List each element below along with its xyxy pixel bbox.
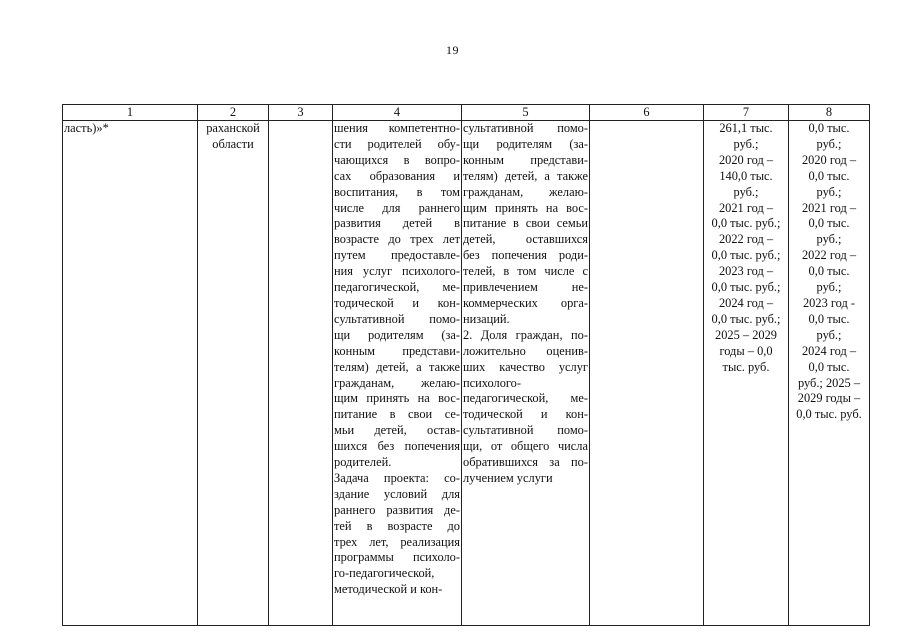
table-row — [63, 121, 870, 626]
cell-line: 140,0 тыс. — [719, 168, 773, 183]
cell-line: обратившихся за по- — [463, 455, 588, 470]
cell-line: 0,0 тыс. руб.; — [711, 280, 781, 295]
cell-line: сультативной помо- — [463, 121, 588, 135]
cell-line: 0,0 тыс. — [808, 168, 850, 183]
cell-line: 261,1 тыс. — [719, 121, 773, 135]
cell-line: 2021 год – — [801, 200, 857, 215]
cell-line: педагогической, ме- — [334, 280, 460, 295]
cell-line: 2020 год – — [718, 152, 774, 167]
cell-line: 0,0 тыс. руб. — [796, 407, 862, 422]
cell-line: 2025 – 2029 — [715, 327, 777, 342]
cell-line: ласть)»* — [64, 121, 109, 135]
cell-line: тодической и кон- — [334, 295, 460, 310]
cell-line: Задача проекта: со- — [334, 470, 460, 485]
cell-line: воспитания, в том — [334, 184, 460, 199]
cell-line: руб.; — [816, 232, 842, 247]
cell-line: гражданам, желаю- — [334, 375, 460, 390]
cell-line: чающихся в вопро- — [334, 152, 460, 167]
cell-line: числе для раннего — [334, 200, 460, 215]
cell-line: щим принять на вос- — [334, 391, 460, 406]
cell-line: 0,0 тыс. руб.; — [711, 216, 781, 231]
cell-line: 2024 год – — [718, 295, 774, 310]
column-header-3: 3 — [269, 105, 333, 121]
cell-line: шихся без попечения — [334, 439, 460, 454]
column-header-8: 8 — [789, 105, 870, 121]
cell-line: 0,0 тыс. руб.; — [711, 248, 781, 263]
cell-line: без попечения роди- — [463, 248, 588, 263]
cell-line: 2023 год - — [802, 295, 856, 310]
cell-line: детей, оставшихся — [463, 232, 588, 247]
cell-line: годы – 0,0 — [719, 343, 773, 358]
column-header-1: 1 — [63, 105, 198, 121]
cell-line: здание условий для — [334, 486, 460, 501]
cell-indicators — [462, 121, 590, 626]
cell-line: привлечением не- — [463, 280, 588, 295]
cell-line: щи родителям (за- — [334, 327, 460, 342]
cell-line: коммерческих орга- — [463, 295, 588, 310]
cell-line: телям) детей, а также — [334, 359, 460, 374]
cell-line: сти родителей обу- — [334, 136, 460, 151]
cell-line: руб.; — [733, 136, 759, 151]
cell-line: 2023 год – — [718, 264, 774, 279]
cell-line: питание в свои се- — [334, 407, 460, 422]
cell-line: методической и кон- — [334, 582, 443, 597]
cell-line: ложительно оценив- — [463, 343, 588, 358]
cell-line: развития детей в — [334, 216, 460, 231]
cell-description — [333, 121, 462, 626]
cell-region — [198, 121, 269, 626]
cell-line: конным представи- — [463, 152, 588, 167]
cell-line: щи, от общего числа — [463, 439, 588, 454]
cell-line: программы психоло- — [334, 550, 460, 565]
cell-line: ния услуг психолого- — [334, 264, 460, 279]
cell-line: сах образования и — [334, 168, 460, 183]
cell-line: 0,0 тыс. — [808, 359, 850, 374]
cell-funding-other — [789, 121, 870, 626]
cell-line: конным представи- — [334, 343, 460, 358]
cell-line: руб.; — [816, 184, 842, 199]
cell-line: 2022 год – — [718, 232, 774, 247]
cell-line: телям) детей, а также — [463, 168, 588, 183]
cell-line: тодической и кон- — [463, 407, 588, 422]
cell-line: раханской — [206, 121, 260, 135]
cell-line: руб.; — [816, 136, 842, 151]
cell-line: путем предоставле- — [334, 248, 460, 263]
page-number: 19 — [446, 43, 459, 57]
cell-line: руб.; 2025 – — [797, 375, 861, 390]
cell-line: щи родителям (за- — [463, 136, 588, 151]
cell-line: ших качество услуг — [463, 359, 588, 374]
cell-line: 0,0 тыс. — [808, 216, 850, 231]
cell-line: шения компетентно- — [334, 121, 460, 135]
cell-line: тыс. руб. — [722, 359, 770, 374]
cell-line: 2024 год – — [801, 343, 857, 358]
cell-line: го-педагогической, — [334, 566, 435, 581]
cell-line: 2020 год – — [801, 152, 857, 167]
cell-line: трех лет, реализация — [334, 534, 460, 549]
cell-funding-total — [704, 121, 789, 626]
cell-line: области — [212, 136, 254, 151]
cell-line: возрасте до трех лет — [334, 232, 460, 247]
cell-line: телей, в том числе с — [463, 264, 588, 279]
budget-table — [62, 104, 870, 626]
cell-line: 2029 годы – — [797, 391, 861, 406]
cell-line: 0,0 тыс. — [808, 121, 850, 135]
cell-line: питание в свои семьи — [463, 216, 588, 231]
cell-line: педагогической, ме- — [463, 391, 588, 406]
cell-line: 2. Доля граждан, по- — [463, 327, 588, 342]
cell-line: 0,0 тыс. — [808, 311, 850, 326]
cell-line: 2022 год – — [801, 248, 857, 263]
cell-line: тей в возрасте до — [334, 518, 460, 533]
cell-line: психолого- — [463, 375, 521, 390]
cell-line: мьи детей, остав- — [334, 423, 460, 438]
cell-project-name — [63, 121, 198, 626]
column-header-7: 7 — [704, 105, 789, 121]
column-header-5: 5 — [462, 105, 590, 121]
cell-line: лучением услуги — [463, 470, 553, 485]
cell-column-3 — [269, 121, 333, 626]
cell-line: сультативной помо- — [463, 423, 588, 438]
cell-line: гражданам, желаю- — [463, 184, 588, 199]
cell-line: 0,0 тыс. — [808, 264, 850, 279]
cell-line: раннего развития де- — [334, 502, 460, 517]
cell-line: 0,0 тыс. руб.; — [711, 311, 781, 326]
column-header-6: 6 — [590, 105, 704, 121]
column-header-2: 2 — [198, 105, 269, 121]
table-header-row — [63, 105, 870, 121]
cell-line: низаций. — [463, 311, 510, 326]
cell-line: сультативной помо- — [334, 311, 460, 326]
column-header-4: 4 — [333, 105, 462, 121]
cell-line: руб.; — [733, 184, 759, 199]
cell-line: родителей. — [334, 455, 392, 470]
cell-line: руб.; — [816, 327, 842, 342]
cell-line: руб.; — [816, 280, 842, 295]
cell-line: 2021 год – — [718, 200, 774, 215]
cell-line: щим принять на вос- — [463, 200, 588, 215]
cell-column-6 — [590, 121, 704, 626]
